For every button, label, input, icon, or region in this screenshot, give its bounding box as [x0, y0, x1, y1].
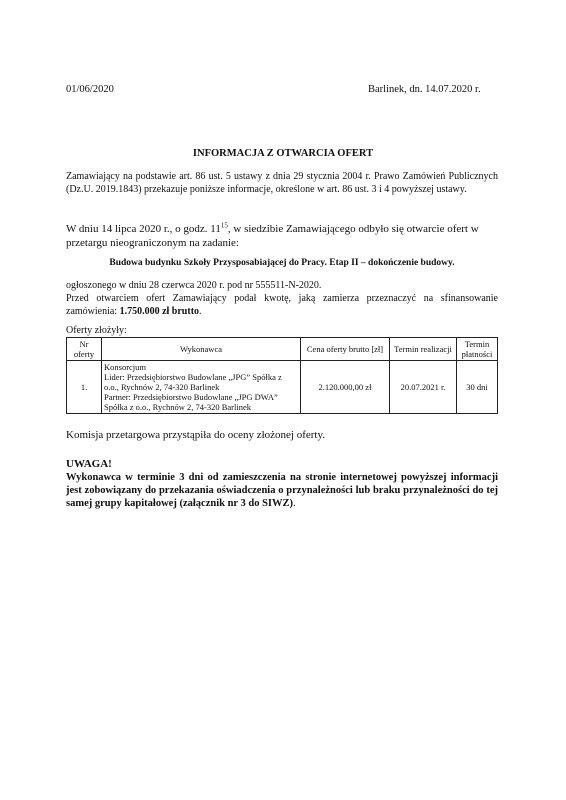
offers-label: Oferty złożyły: — [66, 325, 127, 336]
offers-table — [66, 337, 498, 414]
table-row — [67, 361, 498, 414]
warning-heading: UWAGA! — [66, 458, 112, 470]
offer-price: 2.120.000,00 zł — [301, 361, 390, 414]
contractor-line: Konsorcjum — [104, 362, 147, 372]
header-term: Termin realizacji — [390, 338, 457, 361]
budget-paragraph — [66, 292, 498, 318]
task-title: Budowa budynku Szkoły Przysposabiającej do Pracy. Etap II – dokończenie budowy. — [109, 258, 455, 268]
budget-end: . — [199, 306, 202, 317]
budget-amount: 1.750.000 zł brutto — [119, 306, 200, 317]
opening-text-end: , w siedzibie Zamawiającego odbyło się otwarcie ofert w przetargu nieograniczonym na zadanie: — [66, 223, 479, 249]
document-title: INFORMACJA Z OTWARCIA OFERT — [192, 148, 374, 159]
announcement-line: ogłoszonego w dniu 28 czerwca 2020 r. pod nr 555511-N-2020. — [66, 280, 322, 291]
offer-nr: 1. — [67, 361, 102, 414]
intro-paragraph: Zamawiający na podstawie art. 86 ust. 5 ustawy z dnia 29 stycznia 2004 r. Prawo Zamówień Publicznych (Dz.U. 2019.1843) przekazuje poniższe informacje, określone w art. 86 ust. 3 i 4 powyższej ustawy. — [66, 171, 498, 195]
commission-note: Komisja przetargowa przystąpiła do oceny złożonej oferty. — [66, 429, 326, 441]
budget-text: Przed otwarciem ofert Zamawiający podał kwotę, jaką zamierza przeznaczyć na sfinansowanie zamówienia: — [66, 293, 498, 317]
opening-text-start: W dniu 14 lipca 2020 r., o godz. 11 — [66, 223, 221, 235]
warning-bold-text: Wykonawca w terminie 3 dni od zamieszczenia na stronie internetowej powyższej informacji jest zobowiązany do przekazania oświadczenia o przynależności lub braku przynależności do tej samej grupy kapitałowej (załącznik nr 3 do SIWZ) — [66, 472, 498, 509]
contractor-line: Lider: Przedsiębiorstwo Budowlane „JPG” Spółka z o.o., Rychnów 2, 74-320 Barlinek — [104, 372, 282, 392]
offer-payment: 30 dni — [457, 361, 498, 414]
opening-time-minutes: 15 — [220, 221, 228, 230]
reference-number: 01/06/2020 — [66, 84, 114, 95]
header-nr: Nr oferty — [67, 338, 102, 361]
opening-paragraph — [66, 222, 498, 250]
warning-text — [66, 471, 498, 510]
header-payment: Termin płatności — [457, 338, 498, 361]
place-and-date: Barlinek, dn. 14.07.2020 r. — [368, 84, 481, 95]
header-price: Cena oferty brutto [zł] — [301, 338, 390, 361]
offer-contractor — [102, 361, 301, 414]
header-contractor: Wykonawca — [102, 338, 301, 361]
offer-term: 20.07.2021 r. — [390, 361, 457, 414]
offers-table-header-row — [67, 338, 498, 361]
warning-end: . — [293, 498, 296, 509]
contractor-line: Partner: Przedsiębiorstwo Budowlane „JPG DWA” Spółka z o.o., Rychnów 2, 74-320 Barlinek — [104, 392, 278, 412]
